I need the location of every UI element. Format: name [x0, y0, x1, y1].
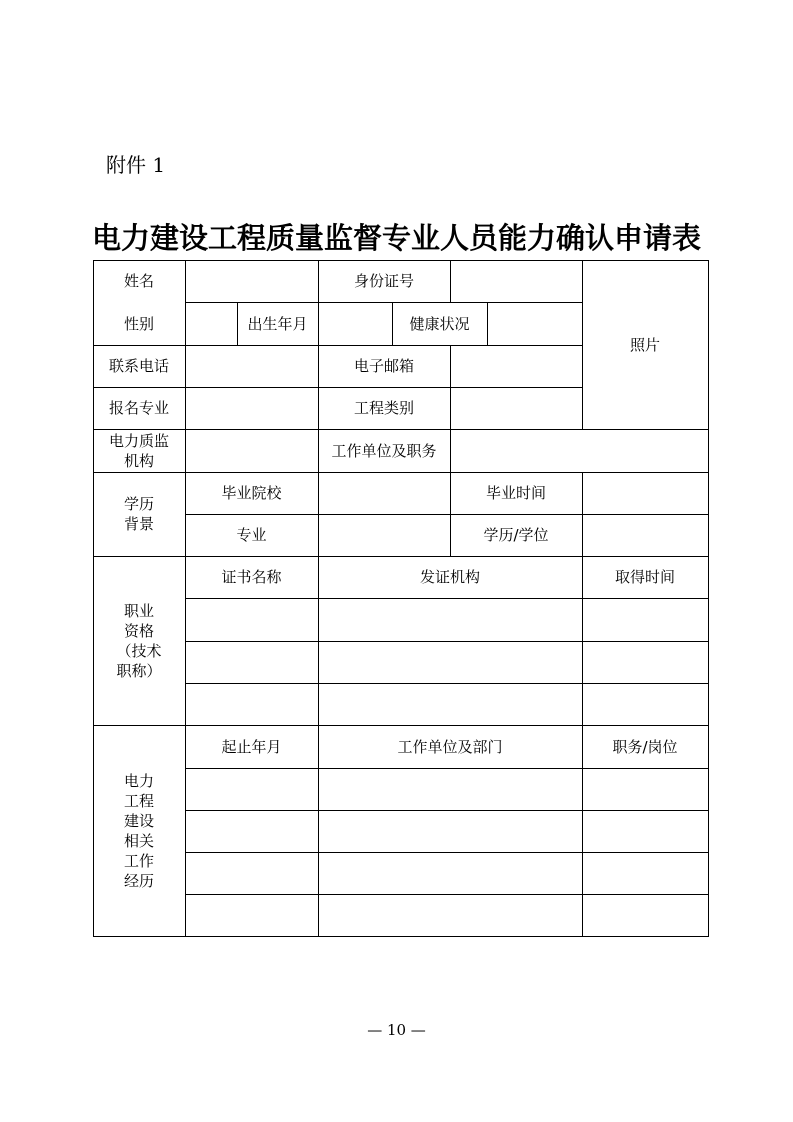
table-cell[interactable] [319, 599, 582, 641]
degree-field[interactable] [583, 515, 708, 556]
specialty-label: 报名专业 [108, 399, 169, 417]
employer-position-label: 工作单位及职务 [331, 441, 437, 460]
post-header: 职务/岗位 [612, 737, 678, 756]
table-cell[interactable] [186, 769, 318, 810]
health-field[interactable] [488, 303, 582, 345]
label-line: 学历 [123, 495, 154, 513]
label-line: 机构 [123, 451, 154, 470]
school-label: 毕业院校 [221, 484, 282, 502]
phone-label: 联系电话 [108, 357, 169, 375]
employer-dept-header: 工作单位及部门 [397, 737, 503, 756]
label-line: 工作 [123, 851, 154, 870]
label-line: （技术 [116, 641, 162, 660]
phone-field[interactable] [186, 346, 318, 387]
table-cell[interactable] [319, 853, 582, 894]
project-type-label: 工程类别 [353, 399, 414, 417]
id-number-field[interactable] [451, 261, 582, 302]
table-cell[interactable] [583, 599, 708, 641]
quality-agency-field[interactable] [186, 430, 318, 472]
label-line: 相关 [123, 831, 154, 850]
gender-label: 性别 [123, 314, 154, 333]
email-label: 电子邮箱 [353, 357, 414, 375]
major-field[interactable] [319, 515, 450, 556]
table-cell[interactable] [186, 642, 318, 683]
table-cell[interactable] [583, 811, 708, 852]
gender-field[interactable] [186, 303, 237, 345]
page-number: — 10 — [367, 1021, 426, 1039]
table-cell[interactable] [319, 642, 582, 683]
experience-label [93, 725, 185, 936]
photo-area: 照片 [629, 335, 660, 354]
birth-date-field[interactable] [319, 303, 392, 345]
table-cell[interactable] [186, 684, 318, 725]
name-field[interactable] [186, 261, 318, 302]
grid-line [708, 260, 709, 937]
label-line: 背景 [123, 515, 154, 533]
grad-time-label: 毕业时间 [485, 484, 546, 502]
obtained-time-header: 取得时间 [614, 568, 675, 586]
label-line: 建设 [123, 811, 154, 830]
label-line: 电力 [123, 771, 154, 790]
birth-date-label: 出生年月 [247, 314, 308, 333]
form-title: 电力建设工程质量监督专业人员能力确认申请表 [91, 221, 701, 255]
table-cell[interactable] [583, 853, 708, 894]
label-line: 工程 [123, 791, 154, 810]
health-label: 健康状况 [409, 314, 470, 333]
quality-agency-label [93, 429, 185, 472]
specialty-field[interactable] [186, 388, 318, 429]
table-cell[interactable] [583, 642, 708, 683]
table-cell[interactable] [319, 811, 582, 852]
table-cell[interactable] [583, 895, 708, 936]
school-field[interactable] [319, 473, 450, 514]
name-label: 姓名 [123, 272, 154, 290]
project-type-field[interactable] [451, 388, 582, 429]
table-cell[interactable] [186, 599, 318, 641]
attachment-label: 附件 1 [106, 153, 166, 177]
table-cell[interactable] [583, 684, 708, 725]
table-cell[interactable] [319, 769, 582, 810]
major-label: 专业 [236, 526, 267, 544]
email-field[interactable] [451, 346, 582, 387]
label-line: 职称） [116, 661, 162, 680]
education-label [93, 472, 185, 556]
cert-name-header: 证书名称 [221, 568, 282, 586]
table-cell[interactable] [319, 684, 582, 725]
label-line: 资格 [123, 621, 154, 640]
table-cell[interactable] [186, 895, 318, 936]
table-cell[interactable] [583, 769, 708, 810]
grad-time-field[interactable] [583, 473, 708, 514]
employer-position-field[interactable] [451, 430, 708, 472]
qualification-label [93, 556, 185, 725]
degree-label: 学历/学位 [483, 526, 549, 544]
table-cell[interactable] [186, 853, 318, 894]
table-cell[interactable] [319, 895, 582, 936]
period-header: 起止年月 [221, 737, 282, 756]
table-cell[interactable] [186, 811, 318, 852]
label-line: 经历 [123, 871, 154, 890]
issuer-header: 发证机构 [419, 568, 480, 586]
application-form [93, 260, 709, 937]
id-number-label: 身份证号 [353, 272, 414, 290]
label-line: 职业 [123, 601, 154, 620]
label-line: 电力质监 [108, 431, 169, 450]
